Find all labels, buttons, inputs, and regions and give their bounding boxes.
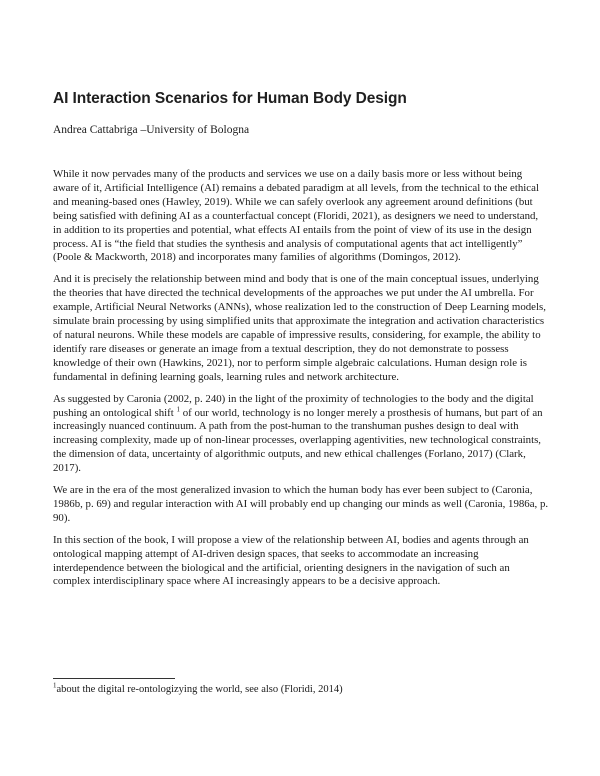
paragraph-3-part-1: As suggested by Caronia (2002, p. 240) in the light of the proximity of technologies to the body and the digital pushing an ontological shift [53,392,534,419]
footnote-marker: 1 [53,681,57,690]
paragraph-1: While it now pervades many of the products and services we use on a daily basis more or less without being aware of it, Artificial Intelligence (AI) remains a debated paradigm at all levels, from the technical to the ethical and meaning-based ones (Hawley, 2019). While we can safely overlook any agreement around definitions (but being satisfied with defining AI as a counterfactual concept (Floridi, 2021), as designers we need to understand, in addition to its properties and potential, what effects AI entails from the point of view of its use in the design process. AI is “the field that studies the synthesis and analysis of computational agents that act intelligently” (Poole & Mackworth, 2018) and incorporates many families of algorithms (Domingos, 2012). [53,168,539,264]
footnote-text: about the digital re-ontologizying the world, see also (Floridi, 2014) [56,684,343,695]
paragraph-3 [53,393,549,476]
footnote [53,681,549,695]
paragraph-3-part-2: of our world, technology is no longer merely a prosthesis of humans, but part of an increasingly nuanced continuum. A path from the post-human to the transhuman pushes design to deal with increasing complexity, made up of non-linear processes, overlapping agentivities, new technological constraints, the dimension of data, uncertainty of algorithmic outputs, and new ethical challenges (Forlano, 2017) (Clark, 2017). [53,406,543,475]
author-line: Andrea Cattabriga –University of Bologna [53,124,250,136]
paragraph-4: We are in the era of the most generalized invasion to which the human body has ever been subject to (Caronia, 1986b, p. 69) and regular interaction with AI will probably end up changing our minds as well (Caronia, 1986a, p. 90). [53,484,549,524]
paragraph-2: And it is precisely the relationship between mind and body that is one of the main conceptual issues, underlying the theories that have directed the technical developments of the approaches we put under the AI umbrella. For example, Artificial Neural Networks (ANNs), whose realization led to the construction of Deep Learning models, simulate brain processing by using simplified units that approximate the integration and activation characteristics of natural neurons. While these models are capable of impressive results, considering, for example, the ability to identify rare diseases or generate an image from a textual description, they do not demonstrate to possess knowledge of their own (Hawkins, 2021), nor to perform simple algebraic calculations. Human design role is fundamental in defining learning goals, learning rules and network architecture. [53,273,546,383]
footnote-divider [53,678,175,679]
paragraph-5: In this section of the book, I will propose a view of the relationship between AI, bodies and agents through an ontological mapping attempt of AI-driven design spaces, that seeks to accommodate an increasing interdependence between the biological and the artificial, orienting designers in the navigation of such an complex interdisciplinary space where AI increasingly appears to be a decisive approach. [53,533,529,588]
body-text [53,168,549,597]
page-title: AI Interaction Scenarios for Human Body Design [53,90,407,107]
footnote-reference: 1 [176,404,180,413]
